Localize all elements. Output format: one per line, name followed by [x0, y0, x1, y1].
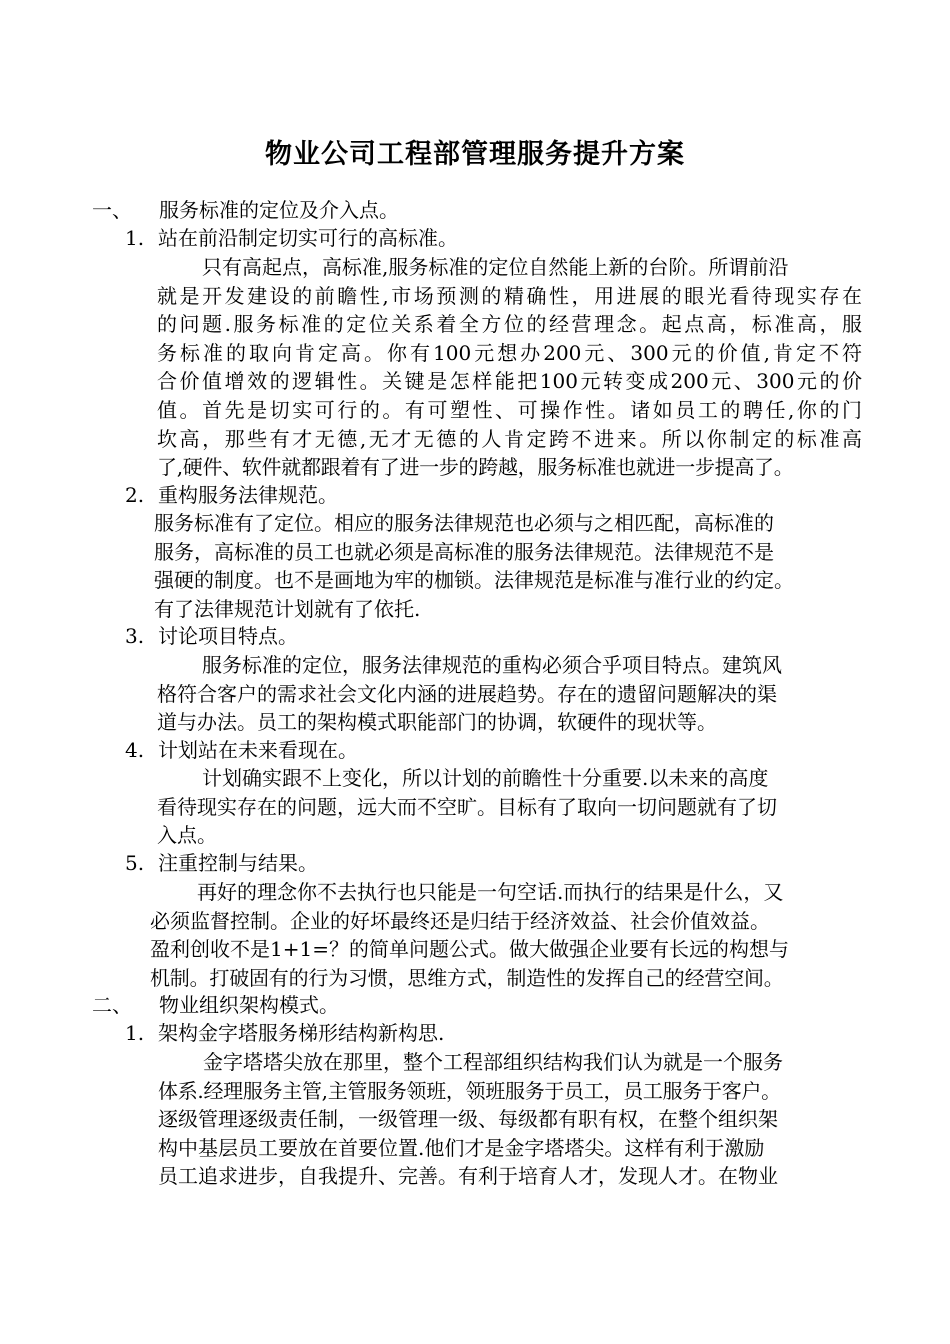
paragraph-line: 计划确实跟不上变化，所以计划的前瞻性十分重要.以未来的高度 [202, 766, 769, 790]
paragraph-line: 了,硬件、软件就都跟着有了进一步的跨越，服务标准也就进一步提高了。 [157, 455, 794, 480]
item-number: 5. [125, 851, 145, 875]
item-1-1-paragraph [157, 253, 862, 482]
item-title: 讨论项目特点。 [158, 624, 298, 648]
paragraph-line: 再好的理念你不去执行也只能是一句空话.而执行的结果是什么，又 [197, 880, 784, 904]
paragraph-line: 坎高，那些有才无德,无才无德的人肯定跨不进来。所以你制定的标准高 [157, 426, 862, 451]
paragraph-line: 强硬的制度。也不是画地为牢的枷锁。法律规范是标准与准行业的约定。 [154, 568, 794, 593]
section-1-title: 服务标准的定位及介入点。 [159, 198, 399, 222]
paragraph-line: 格符合客户的需求社会文化内涵的进展趋势。存在的遗留问题解决的渠 [157, 681, 777, 706]
item-title: 站在前沿制定切实可行的高标准。 [158, 226, 458, 250]
paragraph-line: 必须监督控制。企业的好坏最终还是归结于经济效益、社会价值效益。 [150, 908, 770, 933]
document-title: 物业公司工程部管理服务提升方案 [265, 139, 685, 170]
paragraph-line: 看待现实存在的问题，远大而不空旷。目标有了取向一切问题就有了切 [157, 794, 777, 819]
paragraph-line: 只有高起点，高标准,服务标准的定位自然能上新的台阶。所谓前沿 [202, 255, 789, 279]
paragraph-line: 合价值增效的逻辑性。关键是怎样能把100元转变成200元、300元的价 [157, 369, 862, 394]
paragraph-line: 就是开发建设的前瞻性,市场预测的精确性，用进展的眼光看待现实存在 [157, 283, 862, 308]
paragraph-line: 服务标准有了定位。相应的服务法律规范也必须与之相匹配，高标准的 [154, 511, 774, 535]
item-number: 4. [125, 738, 145, 762]
paragraph-line: 的问题.服务标准的定位关系着全方位的经营理念。起点高，标准高，服 [157, 312, 862, 337]
paragraph-line: 体系.经理服务主管,主管服务领班，领班服务于员工，员工服务于客户。 [158, 1078, 781, 1103]
item-1-3-paragraph [157, 651, 857, 737]
paragraph-line: 值。首先是切实可行的。有可塑性、可操作性。诸如员工的聘任,你的门 [157, 397, 862, 422]
section-2-number: 二、 [92, 993, 132, 1017]
item-number: 2. [125, 483, 145, 507]
item-1-4-paragraph [157, 764, 857, 850]
section-2-title: 物业组织架构模式。 [159, 993, 339, 1017]
paragraph-line: 机制。打破固有的行为习惯，思维方式，制造性的发挥自己的经营空间。 [150, 965, 784, 990]
item-title: 架构金字塔服务梯形结构新构思. [158, 1021, 445, 1045]
paragraph-line: 入点。 [157, 823, 217, 848]
item-title: 重构服务法律规范。 [158, 483, 338, 507]
item-1-2-paragraph [154, 509, 860, 623]
paragraph-line: 构中基层员工要放在首要位置.他们才是金字塔塔尖。这样有利于激励 [158, 1135, 765, 1160]
paragraph-line: 服务标准的定位，服务法律规范的重构必须合乎项目特点。建筑风 [202, 653, 782, 677]
item-title: 注重控制与结果。 [158, 851, 318, 875]
item-2-1-paragraph [158, 1048, 858, 1191]
paragraph-line: 盈利创收不是1+1=？的简单问题公式。做大做强企业要有长远的构想与 [150, 937, 789, 962]
item-1-5-paragraph [150, 878, 860, 992]
paragraph-line: 有了法律规范计划就有了依托. [154, 596, 421, 621]
paragraph-line: 逐级管理逐级责任制，一级管理一级、每级都有职有权，在整个组织架 [158, 1107, 778, 1132]
item-number: 3. [125, 624, 145, 648]
item-number: 1. [125, 226, 145, 250]
paragraph-line: 金字塔塔尖放在那里，整个工程部组织结构我们认为就是一个服务 [203, 1050, 783, 1074]
paragraph-line: 务标准的取向肯定高。你有100元想办200元、300元的价值,肯定不符 [157, 340, 862, 365]
item-title: 计划站在未来看现在。 [158, 738, 358, 762]
section-1-number: 一、 [92, 198, 132, 222]
item-number: 1. [125, 1021, 145, 1045]
paragraph-line: 道与办法。员工的架构模式职能部门的协调，软硬件的现状等。 [157, 710, 717, 735]
paragraph-line: 员工追求进步，自我提升、完善。有利于培育人才，发现人才。在物业 [158, 1164, 778, 1189]
paragraph-line: 服务，高标准的员工也就必须是高标准的服务法律规范。法律规范不是 [154, 539, 774, 564]
